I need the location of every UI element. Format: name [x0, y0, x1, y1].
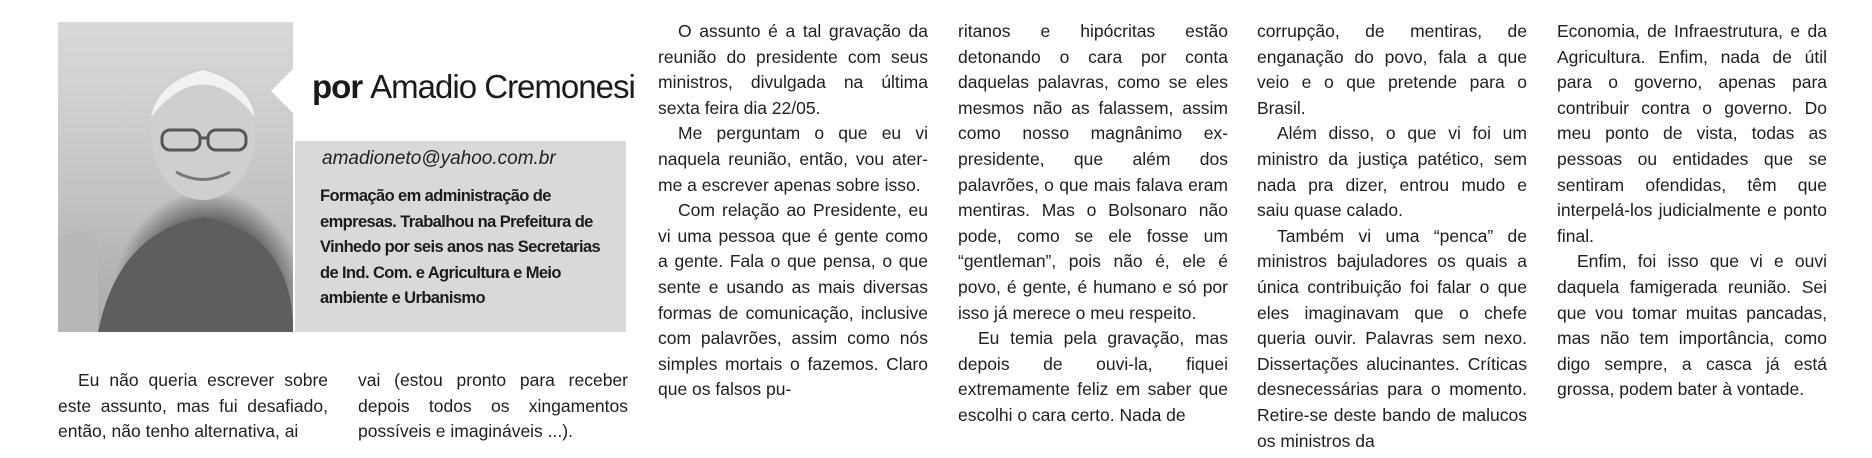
- text-column-2: [358, 368, 628, 445]
- paragraph: ritanos e hipócritas estão detonando o cara por conta daquelas palavras, como se eles mesmos não as falassem, assim como nosso magnânimo ex-presidente, que além dos palavrões, o que mais falava eram mentiras. Mas o Bolsonaro não pode, como se ele fosse um “gentleman”, pois não é, ele é povo, é gente, é humano e só por isso já merece o meu respeito.: [958, 21, 1228, 323]
- paragraph: Também vi uma “penca” de ministros bajuladores os quais a única contribuição foi falar o que eles imaginavam que o chefe queria ouvir. Palavras sem nexo. Dissertações alucinantes. Críticas desnecessárias para o momento. Retire-se deste bando de malucos os ministros da: [1257, 225, 1527, 451]
- paragraph: Eu temia pela gravação, mas depois de ouvi-la, fiquei extremamente feliz em saber que escolhi o cara certo. Nada de: [958, 328, 1228, 425]
- text-column-4: [958, 19, 1228, 429]
- text-column-6: [1557, 19, 1827, 403]
- author-byline: [312, 68, 635, 106]
- paragraph: Eu não queria escrever sobre este assunto, mas fui desafiado, então, não tenho alternativa, ai: [58, 370, 328, 442]
- paragraph: Me perguntam o que eu vi naquela reunião, então, vou ater-me a escrever apenas sobre isso.: [658, 123, 928, 195]
- paragraph: corrupção, de mentiras, de enganação do povo, fala a que veio e o que pretende para o Brasil.: [1257, 21, 1527, 118]
- author-bio: Formação em administração de empresas. Trabalhou na Prefeitura de Vinhedo por seis anos nas Secretarias de Ind. Com. e Agricultura e Meio ambiente e Urbanismo: [320, 187, 601, 307]
- text-column-5: [1257, 19, 1527, 454]
- text-column-3: [658, 19, 928, 403]
- author-email[interactable]: amadioneto@yahoo.com.br: [322, 148, 556, 169]
- paragraph: Enfim, foi isso que vi e ouvi daquela famigerada reunião. Sei que vou tomar muitas pancadas, mas não tem importância, como digo sempre, a casca já está grossa, podem bater à vontade.: [1557, 251, 1827, 400]
- paragraph: Economia, de Infraestrutura, e da Agricultura. Enfim, nada de útil para o governo, apenas para contribuir contra o governo. Do meu ponto de vista, todas as pessoas ou entidades que se sentiram ofendidas, têm que interpelá-los judicialmente e ponto final.: [1557, 21, 1827, 246]
- paragraph: Além disso, o que vi foi um ministro da justiça patético, sem nada pra dizer, entrou mudo e saiu quase calado.: [1257, 123, 1527, 221]
- byline-prefix: por: [312, 68, 363, 105]
- author-name: Amadio Cremonesi: [370, 68, 635, 105]
- photo-notch: [271, 67, 295, 115]
- paragraph: Com relação ao Presidente, eu vi uma pessoa que é gente como a gente. Fala o que pensa, o que sente e usando as mais diversas formas de comunicação, inclusive com palavrões, assim como nós simples mortais o fazemos. Claro que os falsos pu-: [658, 200, 928, 400]
- text-column-1: [58, 368, 328, 445]
- author-photo: [58, 22, 293, 332]
- paragraph: O assunto é a tal gravação da reunião do presidente com seus ministros, divulgada na última sexta feira dia 22/05.: [658, 21, 928, 118]
- paragraph: vai (estou pronto para receber depois todos os xingamentos possíveis e imagináveis ...).: [358, 370, 628, 442]
